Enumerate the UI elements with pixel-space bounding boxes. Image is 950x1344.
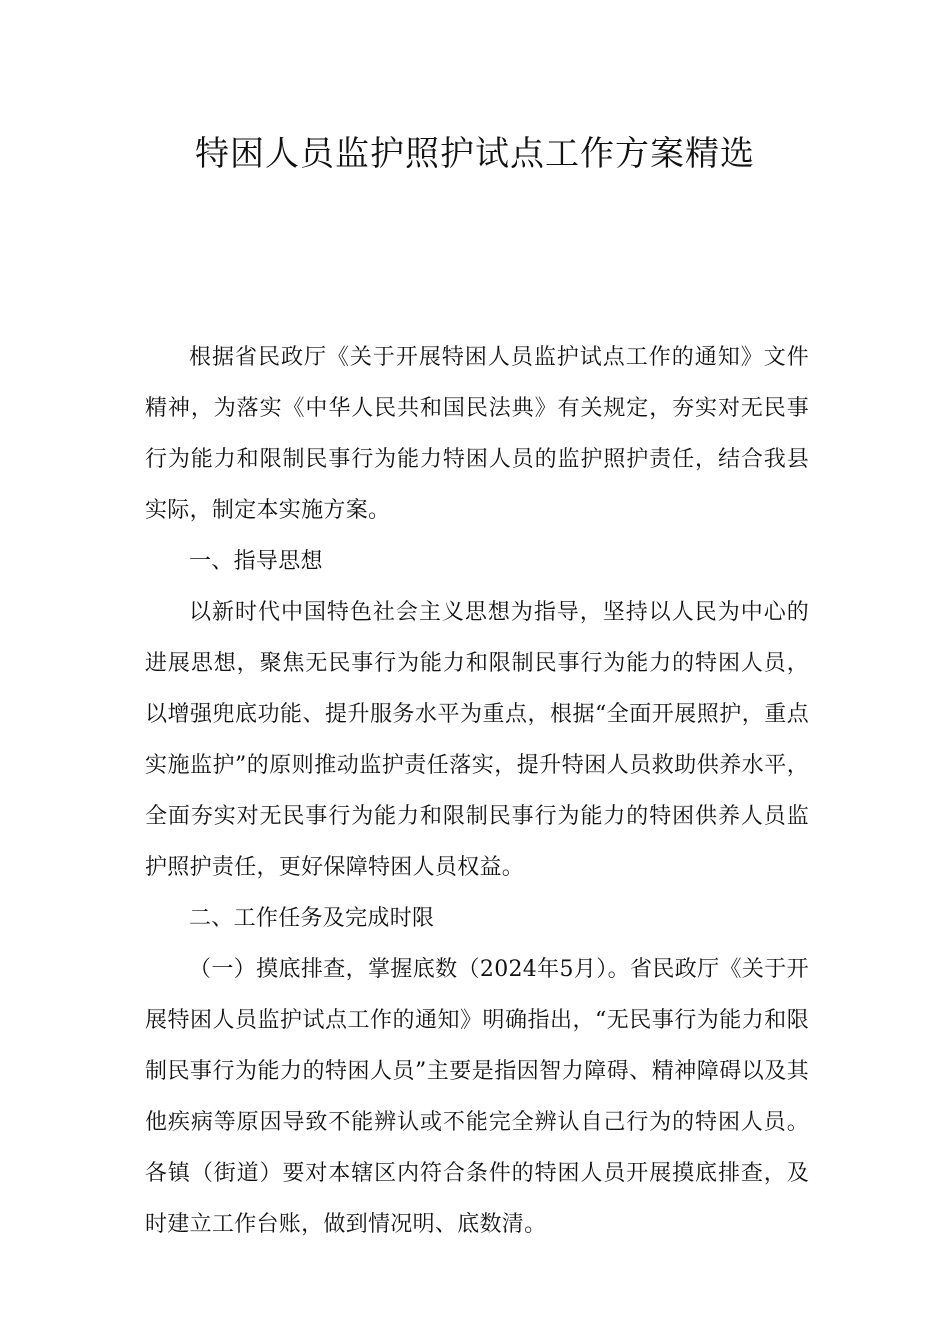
intro-paragraph: 根据省民政厅《关于开展特困人员监护试点工作的通知》文件精神，为落实《中华人民共和国民法典》有关规定，夯实对无民事行为能力和限制民事行为能力特困人员的监护照护责任，结合我县实际，制定本实施方案。 bbox=[145, 345, 809, 523]
document-title: 特困人员监护照护试点工作方案精选 bbox=[195, 134, 755, 174]
task-one-paragraph: （一）摸底排查，掌握底数（2024年5月）。省民政厅《关于开展特困人员监护试点工作的通知》明确指出，“无民事行为能力和限制民事行为能力的特困人员”主要是指因智力障碍、精神障碍以及其他疾病等原因导致不能辨认或不能完全辨认自己行为的特困人员。各镇（街道）要对本辖区内符合条件的特困人员开展摸底排查，及时建立工作台账，做到情况明、底数清。 bbox=[145, 957, 809, 1237]
section-heading-guiding-ideology: 一、指导思想 bbox=[189, 549, 323, 574]
document-body bbox=[145, 332, 809, 1250]
section-heading-tasks: 二、工作任务及完成时限 bbox=[189, 906, 435, 931]
guiding-ideology-paragraph: 以新时代中国特色社会主义思想为指导，坚持以人民为中心的进展思想，聚焦无民事行为能力和限制民事行为能力的特困人员，以增强兜底功能、提升服务水平为重点，根据“全面开展照护，重点实施监护”的原则推动监护责任落实，提升特困人员救助供养水平，全面夯实对无民事行为能力和限制民事行为能力的特困供养人员监护照护责任，更好保障特困人员权益。 bbox=[145, 600, 809, 880]
